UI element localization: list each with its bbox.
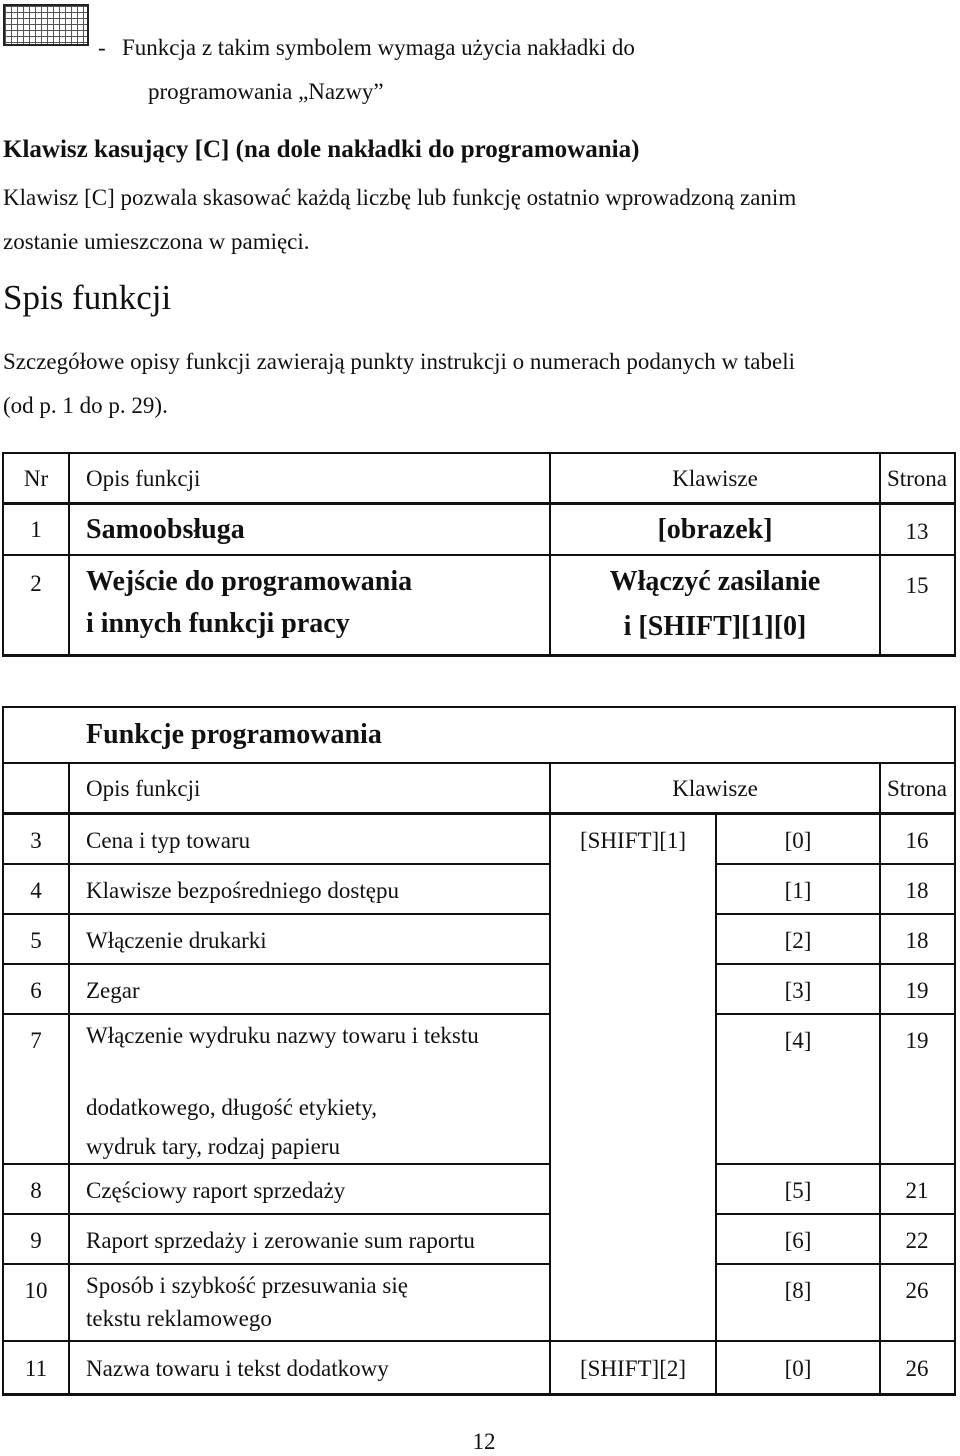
row-desc: Nazwa towaru i tekst dodatkowy: [86, 1356, 389, 1381]
row-key: [2]: [784, 928, 812, 953]
row-page: 13: [905, 519, 929, 544]
row-nr: 3: [30, 828, 42, 853]
row-key: [5]: [784, 1178, 812, 1203]
row-nr: 5: [30, 928, 42, 953]
row-desc: Klawisze bezpośredniego dostępu: [86, 878, 399, 903]
row-key: [6]: [784, 1228, 812, 1253]
row-keys: [obrazek]: [657, 514, 773, 545]
row-page: 26: [905, 1278, 929, 1303]
row-key: [1]: [784, 878, 812, 903]
table1-header-keys: Klawisze: [672, 466, 758, 491]
row-desc: Raport sprzedaży i zerowanie sum raportu: [86, 1228, 475, 1253]
table2-header-keys: Klawisze: [672, 776, 758, 801]
row-desc: Samoobsługa: [86, 514, 245, 545]
row-nr: 7: [30, 1028, 42, 1053]
row-nr: 6: [30, 978, 42, 1003]
row-page: 16: [905, 828, 929, 853]
row-key: [8]: [784, 1278, 812, 1303]
intro-line-1: Funkcja z takim symbolem wymaga użycia nakładki do: [122, 35, 635, 60]
row-desc-line-2: dodatkowego, długość etykiety,: [86, 1095, 378, 1120]
row-page: 26: [905, 1356, 929, 1381]
row-page: 19: [905, 1028, 929, 1053]
page-number: 12: [472, 1429, 496, 1454]
row-key: [3]: [784, 978, 812, 1003]
row-page: 21: [905, 1178, 929, 1203]
row-page: 15: [905, 573, 929, 598]
row-page: 18: [905, 928, 929, 953]
intro-line-2: programowania „Nazwy”: [148, 79, 384, 104]
row-shift-keys: [SHIFT][1]: [579, 828, 687, 853]
grid-symbol-icon: [3, 4, 89, 46]
row-nr: 11: [24, 1356, 48, 1381]
row-nr: 4: [30, 878, 42, 903]
row-desc-line-3: wydruk tary, rodzaj papieru: [86, 1134, 340, 1159]
row-desc-line-2: tekstu reklamowego: [86, 1306, 272, 1331]
row-desc: Włączenie drukarki: [86, 928, 267, 953]
row-desc: Cena i typ towaru: [86, 828, 251, 853]
functions-heading: Spis funkcji: [3, 278, 172, 317]
row-keys-line-2: i [SHIFT][1][0]: [623, 611, 807, 642]
table2-header-desc: Opis funkcji: [86, 776, 201, 801]
table1-header-nr: Nr: [23, 466, 49, 491]
table1-header-page: Strona: [886, 466, 948, 491]
row-desc: Zegar: [86, 978, 140, 1003]
functions-text-1: Szczegółowe opisy funkcji zawierają punkty instrukcji o numerach podanych w tabeli: [3, 349, 795, 374]
row-nr: 2: [30, 571, 42, 596]
row-desc-line-1: Włączenie wydruku nazwy towaru i tekstu: [86, 1023, 479, 1048]
clear-key-text-1: Klawisz [C] pozwala skasować każdą liczbę lub funkcję ostatnio wprowadzoną zanim: [3, 185, 797, 210]
table2-header-page: Strona: [886, 776, 948, 801]
row-desc-line-1: Sposób i szybkość przesuwania się: [86, 1273, 408, 1298]
table2-title: Funkcje programowania: [86, 719, 382, 750]
clear-key-text-2: zostanie umieszczona w pamięci.: [3, 229, 310, 254]
row-nr: 8: [30, 1178, 42, 1203]
row-nr: 1: [30, 517, 42, 542]
intro-dash: -: [98, 35, 106, 60]
row-desc-line-1: Wejście do programowania: [86, 566, 413, 597]
row-nr: 9: [30, 1228, 42, 1253]
row-shift-keys: [SHIFT][2]: [579, 1356, 687, 1381]
row-nr: 10: [24, 1278, 48, 1303]
functions-text-2: (od p. 1 do p. 29).: [3, 393, 168, 418]
row-page: 22: [905, 1228, 929, 1253]
row-page: 18: [905, 878, 929, 903]
row-page: 19: [905, 978, 929, 1003]
row-desc-line-2: i innych funkcji pracy: [86, 608, 350, 639]
table1-header-desc: Opis funkcji: [86, 466, 201, 491]
row-desc: Częściowy raport sprzedaży: [86, 1178, 346, 1203]
row-key: [0]: [784, 1356, 812, 1381]
row-key: [4]: [784, 1028, 812, 1053]
clear-key-heading: Klawisz kasujący [C] (na dole nakładki do programowania): [3, 136, 640, 163]
row-keys-line-1: Włączyć zasilanie: [609, 566, 821, 597]
row-key: [0]: [784, 828, 812, 853]
